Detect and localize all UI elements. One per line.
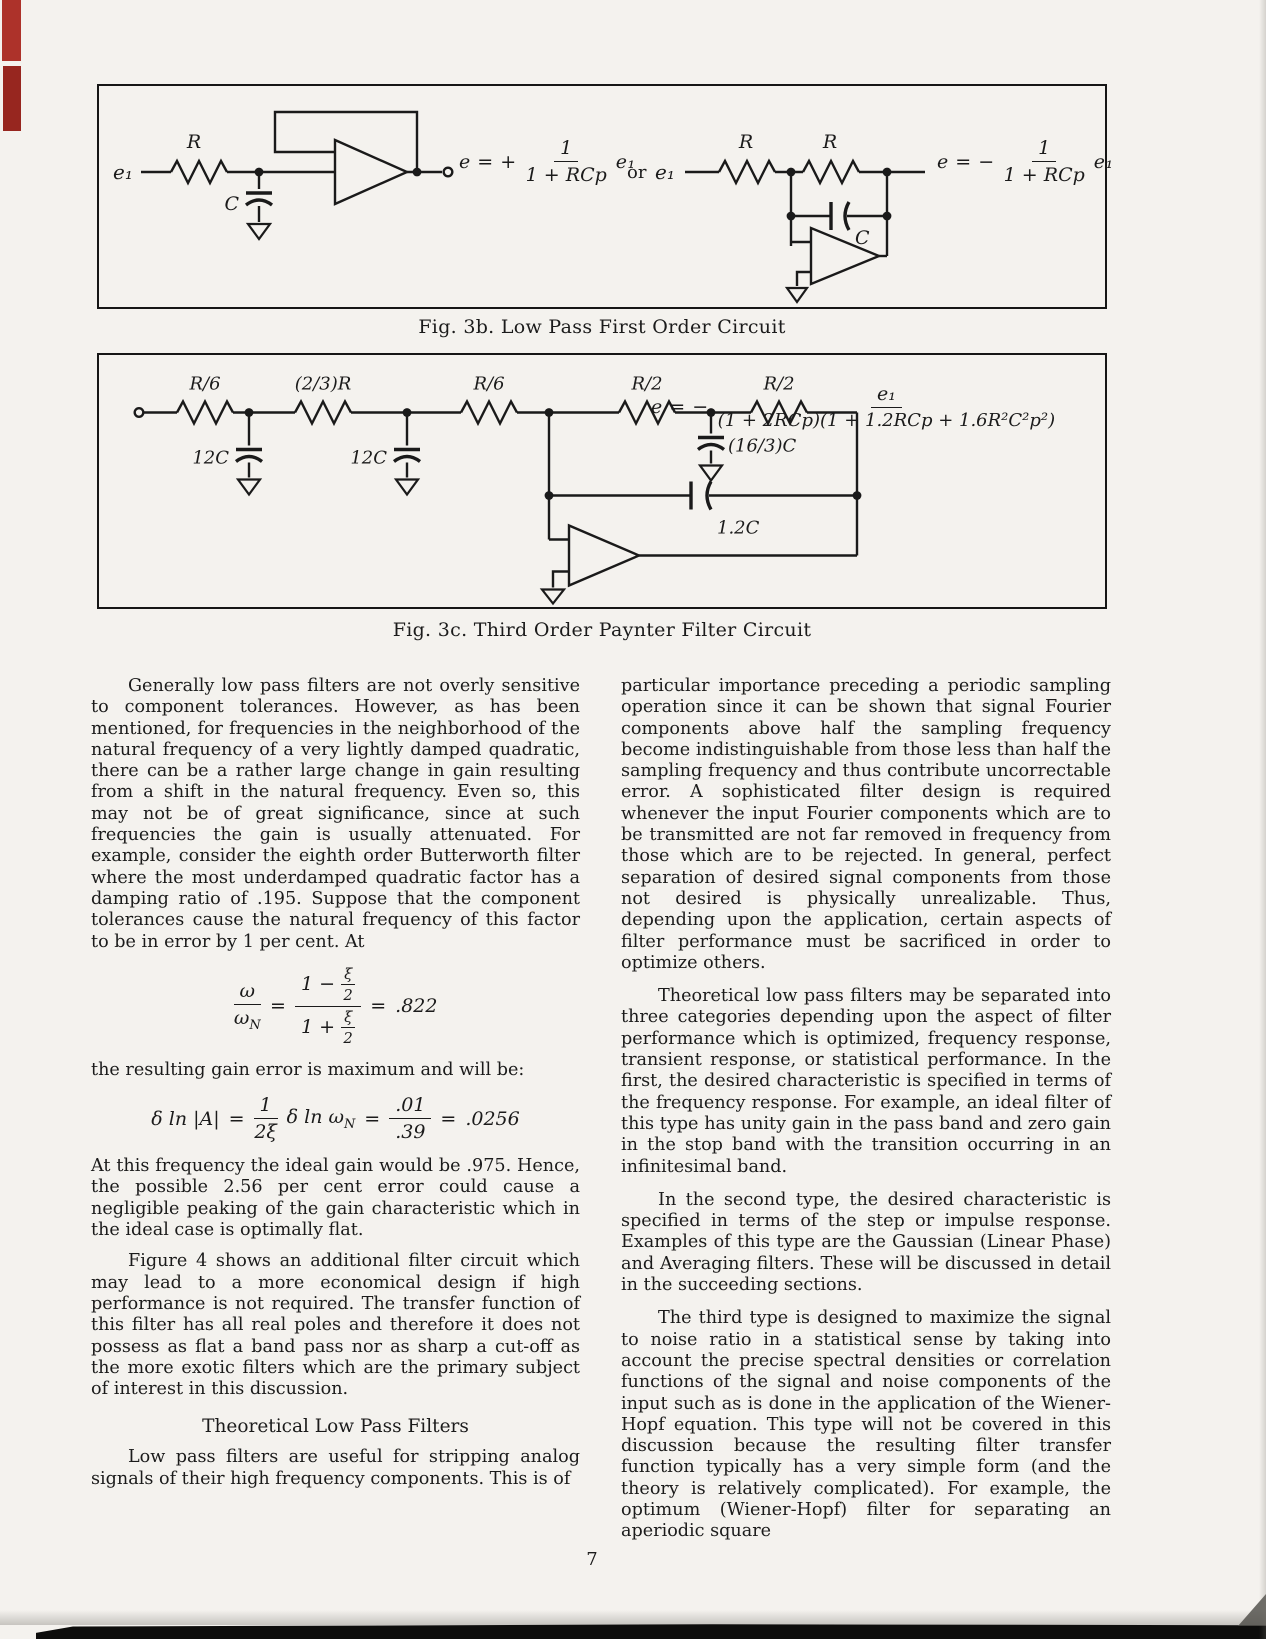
low-pass-first-order-circuit-diagram	[99, 86, 1105, 307]
figure-3b-box	[97, 84, 1114, 309]
capacitor-12C-a	[236, 413, 262, 495]
ground-symbol	[542, 590, 564, 604]
feedback-loop	[275, 112, 417, 172]
output-terminal	[444, 168, 453, 177]
red-ink-mark	[2, 0, 21, 61]
label-R2: R/2	[631, 373, 663, 395]
paragraph: Figure 4 shows an additional filter circuit which may lead to a more economical design if high performance is not required. The transfer function of this filter has all real poles and therefore it does not possess as flat a band pass nor as sharp a cut-off as the more exotic filters which are the primary subject of interest in this discussion.	[91, 1251, 580, 1400]
transfer-function-positive: e = + $\frac{1}{\text{1 + RCp}}$ e₁	[459, 137, 636, 186]
capacitor-C	[246, 193, 272, 205]
page-number: 7	[586, 1549, 598, 1570]
resistor-R1	[719, 161, 775, 183]
inverting-low-pass-circuit	[685, 161, 925, 302]
paynter-transfer-function: e = − $\frac{\text{e₁}}{\text{(1 + 2RCp)(1 + 1.2RCp + 1.6R²C²p²)}}$	[651, 383, 1056, 431]
fraction: $\frac{1}{2\xi}$	[254, 1094, 277, 1144]
label-R: R	[738, 131, 754, 153]
resistor-R6a	[177, 402, 233, 424]
label-163C: (16/3)C	[728, 435, 797, 457]
op-amp-triangle	[335, 140, 407, 204]
scan-right-edge	[1259, 0, 1266, 1639]
fraction: $\frac{\omega}{\omega_N}$	[233, 979, 261, 1033]
capacitor-C-series	[831, 202, 849, 230]
capacitor-12C-series	[691, 482, 711, 510]
fraction: $\frac{\text{e₁}}{\text{(1 + 2RCp)(1 + 1.2RCp + 1.6R²C²p²)}}$	[717, 383, 1056, 431]
fraction: $\frac{.01}{.39}$	[389, 1094, 431, 1143]
red-ink-mark	[3, 66, 21, 131]
figure-3c-caption: Fig. 3c. Third Order Paynter Filter Circuit	[392, 619, 812, 641]
ground-symbol	[248, 224, 270, 239]
label-R6: R/6	[473, 373, 505, 395]
ground-symbol	[787, 288, 807, 302]
label-R6: R/6	[189, 373, 221, 395]
resistor-R2	[803, 161, 859, 183]
left-text-column	[91, 676, 580, 1500]
label-R: R	[822, 131, 838, 153]
label-C: C	[855, 227, 870, 249]
paragraph: Generally low pass filters are not overly sensitive to component tolerances. However, as has been mentioned, for frequencies in the neighborhood of the natural frequency of a very lightly damped quadratic, there can be a rather large change in gain resulting from a shift in the natural frequency. Even so, this may not be of great significance, since at such frequencies the gain is usually attenuated. For example, consider the eighth order Butterworth filter where the most underdamped quadratic factor has a damping ratio of .195. Suppose that the component tolerances cause the natural frequency of this factor to be in error by 1 per cent. At	[91, 676, 580, 952]
paragraph: Low pass filters are useful for stripping analog signals of their high frequency components. This is of	[91, 1447, 580, 1489]
scan-black-bar	[36, 1623, 1266, 1639]
scan-shadow	[0, 1610, 1266, 1625]
label-R: R	[186, 131, 202, 153]
resistor-23R	[295, 402, 351, 424]
label-e1: e₁	[113, 160, 133, 184]
label-12C: 12C	[192, 447, 229, 469]
fraction: $\frac{1}{\text{1 + RCp}}$	[525, 137, 607, 186]
label-12C: 12C	[350, 447, 387, 469]
capacitor-12C-b	[394, 413, 420, 495]
op-amp-triangle	[569, 526, 639, 586]
input-terminal	[135, 408, 144, 417]
paragraph: In the second type, the desired characteristic is specified in terms of the step or impulse response. Examples of this type are the Gaussian (Linear Phase) and Averaging filters. These will be discussed in detail in the succeeding sections.	[621, 1189, 1111, 1296]
paragraph: particular importance preceding a periodic sampling operation since it can be shown that signal Fourier components above half the sampling frequency become indistinguishable from those less than half the sampling frequency and thus contribute uncorrectable error. A sophisticated filter design is required whenever the input Fourier components which are to be transmitted are not far removed in frequency from those which are to be rejected. In general, perfect separation of desired signal components from those not desired is physically unrealizable. Thus, depending upon the application, certain aspects of filter performance must be sacrificed in order to optimize others.	[621, 676, 1111, 973]
frequency-ratio-equation: $\frac{\omega}{\omega_N}$ = 1 − $\frac{\xi}{2}$ 1 + $\frac{\xi}{2}$ = .822	[233, 965, 438, 1047]
or-connector: or	[627, 162, 647, 183]
label-C: C	[224, 193, 239, 215]
label-e1: e₁	[655, 160, 675, 184]
paragraph: the resulting gain error is maximum and will be:	[91, 1059, 525, 1080]
ground-symbol	[700, 466, 722, 481]
label-R2: R/2	[763, 373, 795, 395]
fraction: $\frac{1}{\text{1 + RCp}}$	[1003, 137, 1085, 186]
ground-symbol	[238, 480, 260, 495]
paragraph: The third type is designed to maximize the signal to noise ratio in a statistical sense by taking into account the precise spectral densities or correlation functions of the signal and noise components of the input such as is done in the application of the Wiener-Hopf equation. This type will not be covered in this discussion because the resulting filter transfer function typically has a very simple form (and the theory is relatively complicated). For example, the optimum (Wiener-Hopf) filter for separating an aperiodic square	[621, 1308, 1111, 1542]
label-23R: (2/3)R	[294, 373, 352, 395]
paragraph: At this frequency the ideal gain would be .975. Hence, the possible 2.56 per cent error could cause a negligible peaking of the gain characteristic which in the ideal case is optimally flat.	[91, 1156, 580, 1241]
resistor-R6b	[461, 402, 517, 424]
gain-error-equation: δ ln |A| = $\frac{1}{2\xi}$ δ $\ln \omega_N$ = $\frac{.01}{.39}$ = .0256	[151, 1094, 520, 1144]
figure-3b-caption: Fig. 3b. Low Pass First Order Circuit	[418, 316, 786, 338]
fraction: 1 − $\frac{\xi}{2}$ 1 + $\frac{\xi}{2}$	[295, 966, 361, 1047]
transfer-function-negative: e = − $\frac{1}{\text{1 + RCp}}$ e₁	[937, 137, 1114, 186]
ground-symbol	[396, 480, 418, 495]
right-text-column	[621, 676, 1111, 1553]
paragraph: Theoretical low pass filters may be separated into three categories depending upon the aspect of filter performance which is optimized, frequency response, transient response, or statistical performance. In the first, the desired characteristic is specified in terms of the frequency response. For example, an ideal filter of this type has unity gain in the pass band and zero gain in the stop band with the transition occurring in an infinitesimal band.	[621, 986, 1111, 1177]
figure-3c-box	[97, 353, 1107, 609]
section-heading: Theoretical Low Pass Filters	[202, 1416, 469, 1438]
label-12Cseries: 1.2C	[717, 517, 760, 539]
resistor-R	[171, 161, 227, 183]
